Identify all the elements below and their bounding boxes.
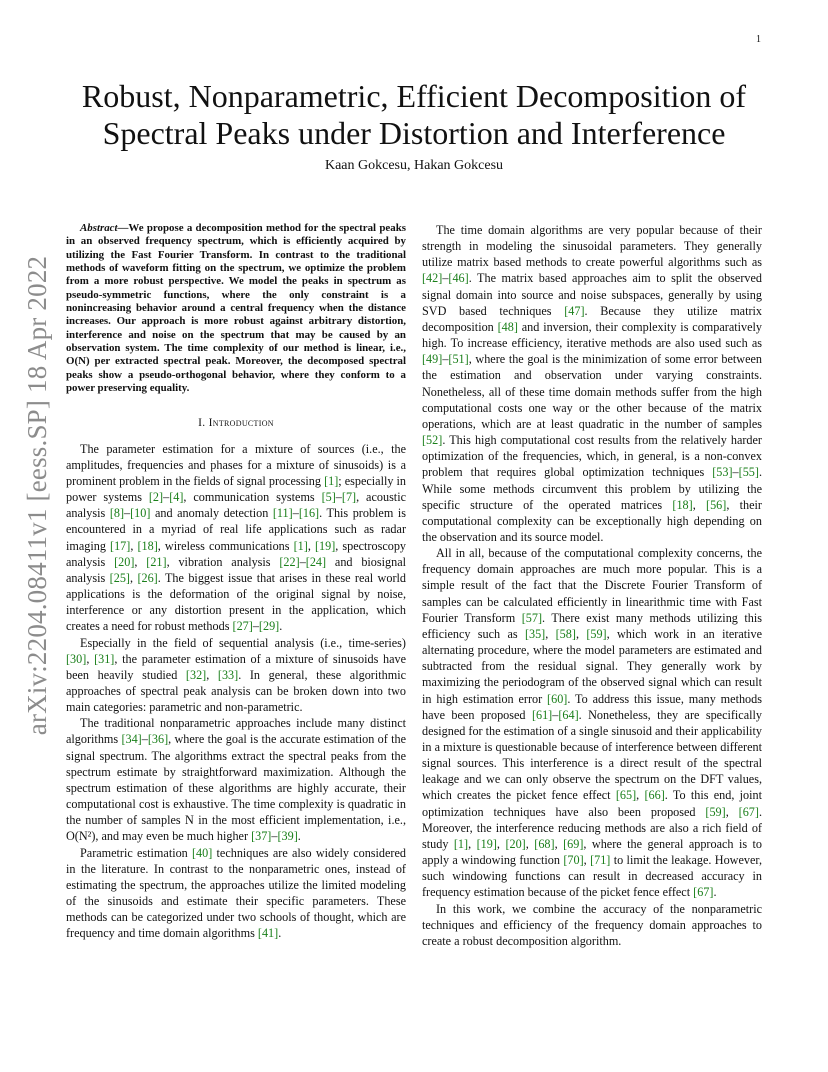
section-heading [66, 415, 406, 431]
citation-link[interactable]: [20] [505, 836, 526, 851]
citation-link[interactable]: [49] [422, 352, 443, 367]
citation-link[interactable]: [19] [314, 538, 336, 553]
citation-link[interactable]: [18] [137, 538, 158, 553]
citation-link[interactable]: [24] [305, 554, 327, 569]
citation-link[interactable]: [26] [137, 570, 158, 585]
abstract [66, 222, 406, 395]
citation-link[interactable]: [2] [148, 490, 164, 505]
right-column [422, 222, 762, 949]
paper-title: Robust, Nonparametric, Efficient Decomposition of Spectral Peaks under Distortion and Interference [81, 78, 747, 151]
citation-link[interactable]: [7] [341, 490, 357, 505]
citation-link[interactable]: [5] [321, 490, 336, 505]
arxiv-identifier-text: arXiv:2204.08411v1 [eess.SP] 18 Apr 2022 [22, 255, 53, 735]
citation-link[interactable]: [61] [531, 707, 553, 722]
citation-link[interactable]: [35] [524, 626, 546, 641]
paragraph: All in all, because of the computational complexity concerns, the frequency domain approaches are much more popular. This is a simple result of the fact that the Discrete Fourier Transform of samples can be calculated efficiently in linearithmic time with Fast Fourier Transform [57]. There exist many methods utilizing this efficiency such as [35], [58], [59], which work in an iterative alternating procedure, where the model parameters are estimated and subtracted from the residual signal. They generally work by maximizing the periodogram of the observed signal which can result in high estimation error [60]. To address this issue, many methods have been proposed [61]–[64]. Nonetheless, they are specifically designed for the estimation of a single sinusoid and their applicability in a mixture is questionable because of interference between different signal sources. This interference is a direct result of the spectral leakage and we can only observe the spectrum on the DFT values, which creates the picket fence effect [65], [66]. To this end, joint optimization techniques have also been proposed [59], [67]. Moreover, the interference reducing methods are also a rich field of study [1], [19], [20], [68], [69], where the general approach is to apply a windowing function [70], [71] to limit the leakage. However, such windowing functions can result in decreased accuracy in frequency estimation because of the picket fence effect [67]. [422, 546, 763, 900]
citation-link[interactable]: [67] [693, 885, 714, 900]
abstract-label: Abstract [80, 222, 118, 234]
citation-link[interactable]: [34] [121, 732, 142, 747]
citation-link[interactable]: [11] [272, 506, 293, 521]
citation-link[interactable]: [29] [258, 619, 280, 634]
citation-link[interactable]: [42] [422, 271, 443, 286]
section-number: I. [198, 417, 206, 430]
citation-link[interactable]: [19] [476, 836, 497, 851]
citation-link[interactable]: [27] [232, 619, 253, 634]
citation-link[interactable]: [59] [586, 626, 607, 641]
citation-link[interactable]: [39] [277, 829, 298, 844]
paragraph: The time domain algorithms are very popular because of their strength in modeling the sinusoidal parameters. They generally utilize matrix based methods to create powerful algorithms such as [42]–[46]. The matrix based approaches aim to split the observed signal domain into source and noise subspaces, generally by using SVD based techniques [47]. Because they utilize matrix decomposition [48] and inversion, their complexity is comparatively high. To increase efficiency, iterative methods are also used such as [49]–[51], where the goal is the minimization of some error between the estimation and observation under varying constraints. Nonetheless, all of these time domain methods suffer from the high computational costs one way or the other because of the matrix operations, which are at least quadratic in the number of samples [52]. This high computational cost results from the relatively harder optimization of the frequencies, which, in general, is a non-convex problem that requires global optimization techniques [53]–[55]. While some methods circumvent this problem by utilizing the specific structure of the operated matrices [18], [56], their computational complexity can be exceptionally high depending on the observation and its source model. [422, 223, 763, 544]
citation-link[interactable]: [32] [185, 667, 207, 682]
left-column [66, 222, 406, 941]
citation-link[interactable]: [33] [217, 667, 239, 682]
paragraph: Parametric estimation [40] techniques are also widely considered in the literature. In contrast to the nonparametric ones, instead of estimating the spectrum, the approaches utilize the limited modeling of the sinusoids and estimate their specific parameters. These methods can be categorized under two schools of thought, which are frequency and time domain algorithms [41]. [66, 845, 406, 941]
citation-link[interactable]: [1] [293, 538, 308, 553]
citation-link[interactable]: [1] [453, 836, 469, 851]
citation-link[interactable]: [58] [555, 626, 576, 641]
paragraph: The parameter estimation for a mixture of sources (i.e., the amplitudes, frequencies and phases for a mixture of sinusoids) is a prominent problem in the fields of signal processing [1]; especially in power systems [2]–[4], communication systems [5]–[7], acoustic analysis [8]–[10] and anomaly detection [11]–[16]. This problem is encountered in a myriad of real life applications such as radar imaging [17], [18], wireless communications [1], [19], spectroscopy analysis [20], [21], vibration analysis [22]–[24] and biosignal analysis [25], [26]. The biggest issue that arises in these real world applications is the deformation of the original signal by noise, interference or any distortion present in the application, which creates a need for robust methods [27]–[29]. [66, 441, 407, 634]
citation-link[interactable]: [55] [738, 465, 759, 480]
paragraph: In this work, we combine the accuracy of the nonparametric techniques and efficiency of the frequency domain approaches to create a robust decomposition algorithm. [422, 901, 762, 948]
citation-link[interactable]: [48] [497, 319, 518, 334]
page-number: 1 [756, 34, 761, 45]
citation-link[interactable]: [69] [563, 836, 584, 851]
abstract-text: —We propose a decomposition method for the spectral peaks in an observed frequency spectrum, which is efficiently acquired by utilizing the Fast Fourier Transform. In contrast to the traditional methods of waveform fitting on the spectrum, we optimize the problem from a more robust perspective. We model the peaks in spectrum as pseudo-symmetric functions, where the only constraint is a nonincreasing behavior around a central frequency when the distance increases. Our approach is more robust against arbitrary distortion, interference and noise on the spectrum that may be caused by an observation system. The time complexity of our method is linear, i.e., O(N) per extracted spectral peak. Moreover, the decomposed spectral peaks show a pseudo-orthogonal behavior, where they conform to a power preserving equality. [66, 222, 406, 395]
citation-link[interactable]: [22] [279, 554, 300, 569]
citation-link[interactable]: [8] [109, 506, 125, 521]
citation-link[interactable]: [10] [130, 506, 151, 521]
citation-link[interactable]: [30] [66, 651, 87, 666]
section-title: Introduction [208, 417, 274, 430]
citation-link[interactable]: [1] [324, 473, 339, 488]
citation-link[interactable]: [17] [110, 538, 131, 553]
citation-link[interactable]: [56] [706, 497, 727, 512]
citation-link[interactable]: [25] [109, 570, 130, 585]
citation-link[interactable]: [20] [114, 554, 135, 569]
arxiv-identifier [22, 250, 54, 740]
citation-link[interactable]: [53] [712, 465, 733, 480]
citation-link[interactable]: [51] [448, 352, 469, 367]
citation-link[interactable]: [59] [705, 804, 726, 819]
citation-link[interactable]: [18] [672, 497, 693, 512]
citation-link[interactable]: [41] [257, 926, 279, 941]
citation-link[interactable]: [46] [448, 271, 469, 286]
paragraph: The traditional nonparametric approaches include many distinct algorithms [34]–[36], where the goal is the accurate estimation of the signal spectrum. The algorithms extract the spectral peaks from the spectrum estimate by straightforward maximization. Although the spectrum estimation of these algorithms are highly accurate, their computational cost is exhaustive. The time complexity is quadratic in the number of samples N in the most efficient implementation, i.e., O(N²), and may even be much higher [37]–[39]. [66, 716, 406, 844]
citation-link[interactable]: [21] [146, 554, 167, 569]
citation-link[interactable]: [4] [169, 490, 184, 505]
citation-link[interactable]: [70] [563, 853, 584, 868]
citation-link[interactable]: [66] [644, 788, 665, 803]
citation-link[interactable]: [64] [558, 707, 579, 722]
citation-link[interactable]: [67] [738, 804, 759, 819]
citation-link[interactable]: [40] [192, 845, 213, 860]
citation-link[interactable]: [52] [422, 433, 443, 448]
citation-link[interactable]: [71] [590, 853, 611, 868]
citation-link[interactable]: [16] [298, 506, 320, 521]
citation-link[interactable]: [57] [521, 610, 543, 625]
citation-link[interactable]: [65] [615, 788, 637, 803]
paragraph: Especially in the field of sequential analysis (i.e., time-series) [30], [31], the parameter estimation of a mixture of sinusoids have been heavily studied [32], [33]. In general, these algorithmic approaches of spectral peak analysis can be broken down into two main categories: parametric and non-parametric. [66, 635, 407, 715]
citation-link[interactable]: [47] [564, 303, 585, 318]
citation-link[interactable]: [31] [94, 651, 115, 666]
citation-link[interactable]: [37] [251, 829, 272, 844]
citation-link[interactable]: [36] [147, 732, 169, 747]
citation-link[interactable]: [60] [547, 691, 568, 706]
citation-link[interactable]: [68] [534, 836, 555, 851]
paper-authors: Kaan Gokcesu, Hakan Gokcesu [324, 158, 504, 173]
